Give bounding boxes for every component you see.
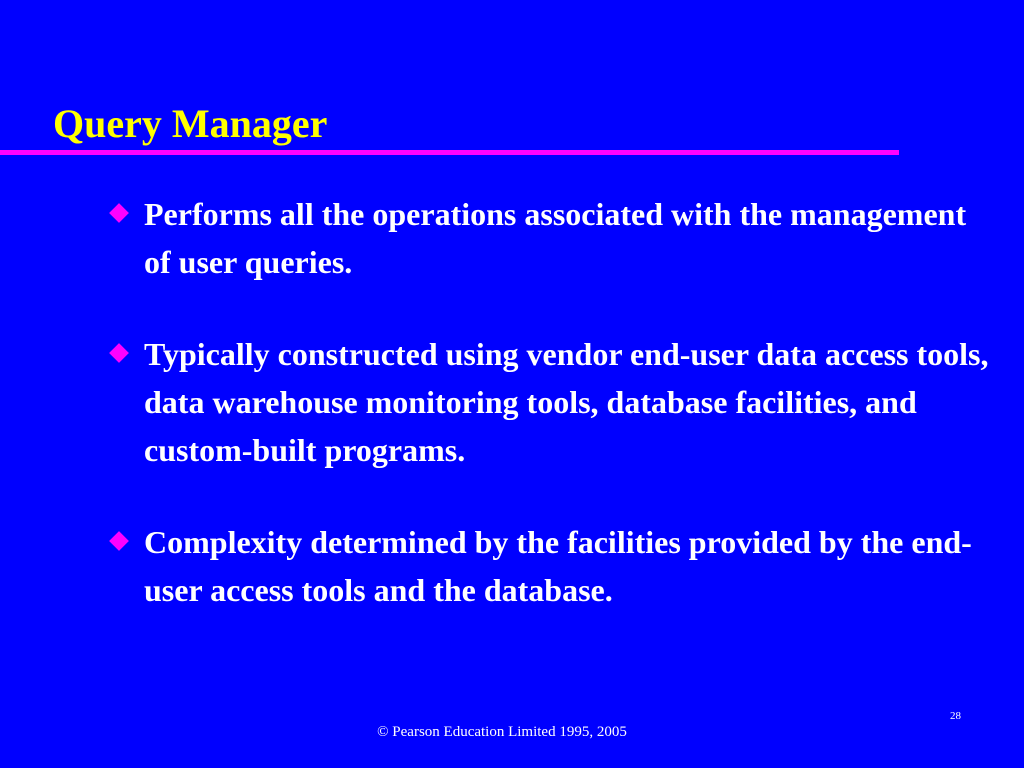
page-number: 28 xyxy=(950,710,961,722)
bullet-text: Performs all the operations associated with the management of user queries. xyxy=(144,196,967,280)
bullet-text: Typically constructed using vendor end-user data access tools, data warehouse monitoring tools, database facilities, and custom-built programs. xyxy=(144,336,989,468)
diamond-bullet-icon xyxy=(109,343,129,363)
bullet-item xyxy=(108,330,998,474)
diamond-bullet-icon xyxy=(109,203,129,223)
bullet-item xyxy=(108,190,998,286)
copyright-footer: © Pearson Education Limited 1995, 2005 xyxy=(377,724,627,740)
slide-title: Query Manager xyxy=(53,101,328,146)
bullet-list xyxy=(108,190,998,658)
bullet-item xyxy=(108,518,998,614)
title-divider xyxy=(0,150,899,155)
bullet-text: Complexity determined by the facilities provided by the end-user access tools and the database. xyxy=(144,524,972,608)
diamond-bullet-icon xyxy=(109,531,129,551)
